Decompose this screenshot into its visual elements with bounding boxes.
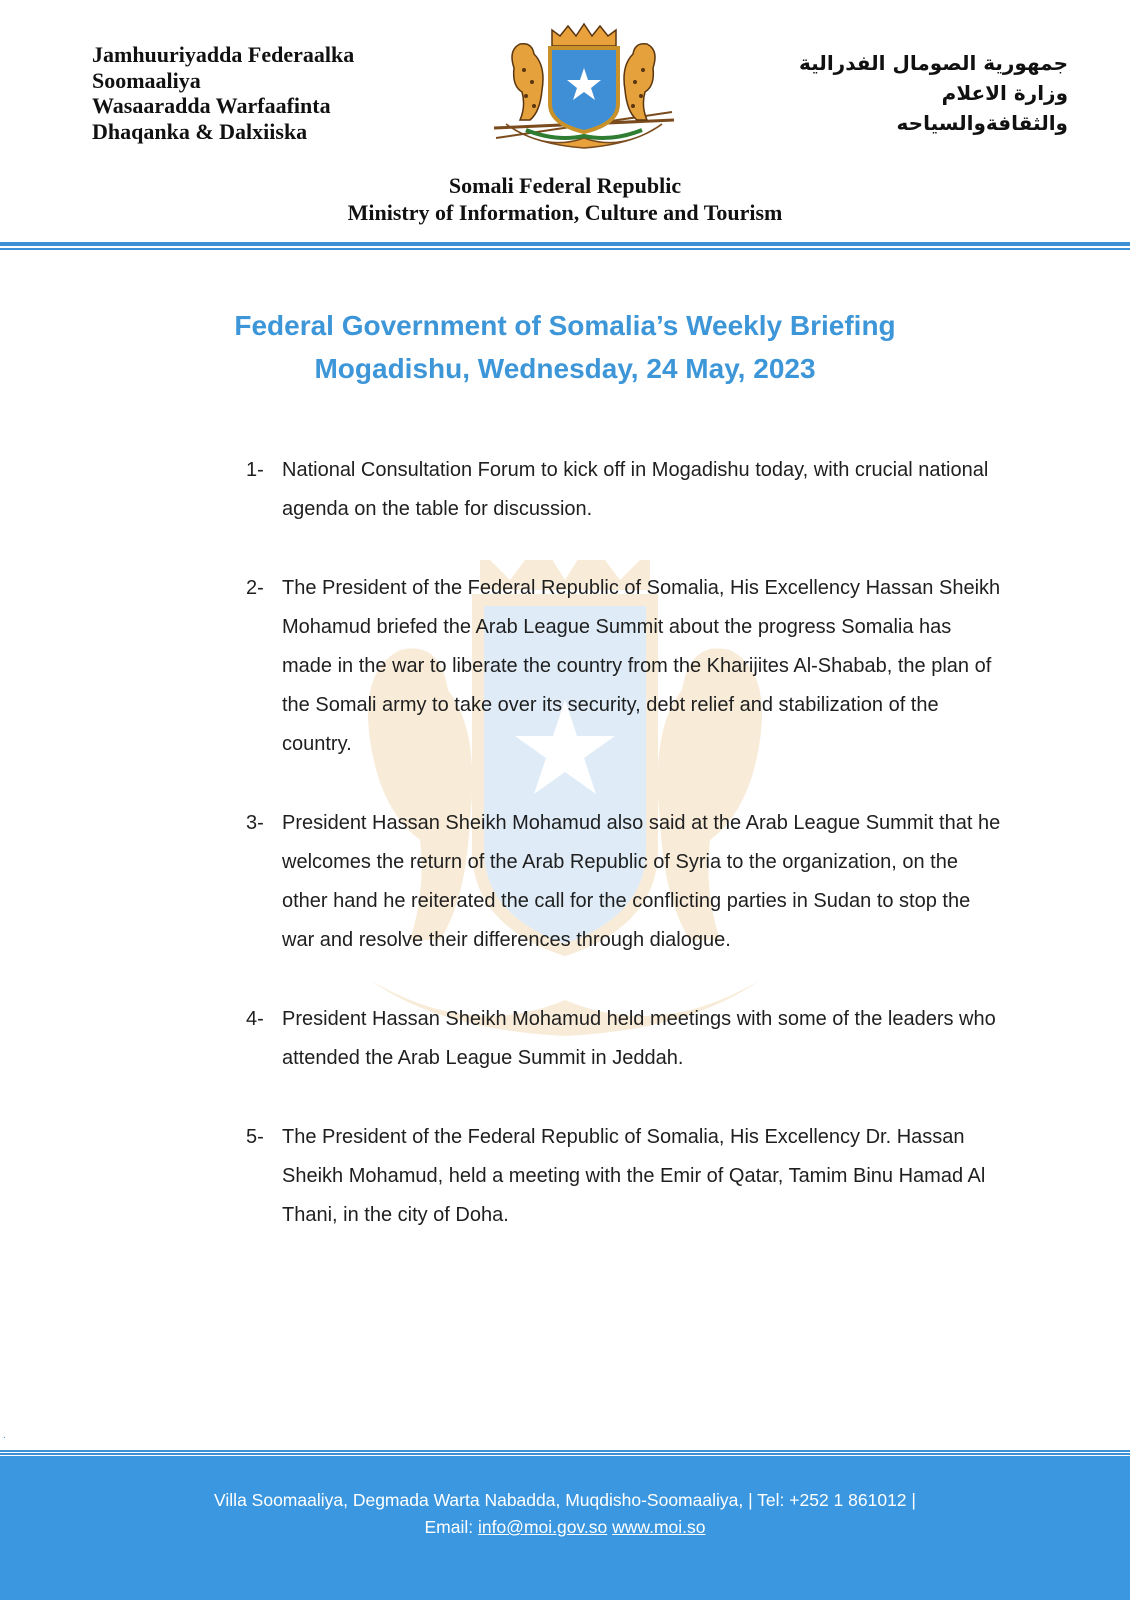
footer-email-link[interactable]: info@moi.gov.so xyxy=(477,1517,608,1537)
item-number: 5- xyxy=(246,1126,264,1148)
header-ministry-name: Ministry of Information, Culture and Tourism xyxy=(347,200,783,225)
briefing-date-line: Mogadishu, Wednesday, 24 May, 2023 xyxy=(314,353,816,384)
list-item xyxy=(246,569,1006,764)
item-text: National Consultation Forum to kick off in Mogadishu today, with crucial national agenda on the table for discussion. xyxy=(282,459,989,520)
footer-divider-thin xyxy=(0,1453,1130,1455)
list-item xyxy=(246,451,1006,529)
header-republic-name: Somali Federal Republic xyxy=(448,173,682,198)
footer xyxy=(0,1456,1130,1600)
header-somali-block xyxy=(92,42,354,144)
header-somali-line: Jamhuuriyadda Federaalka xyxy=(92,42,355,67)
item-text: President Hassan Sheikh Mohamud held meetings with some of the leaders who attended the Arab League Summit in Jeddah. xyxy=(282,1008,996,1069)
footer-website-link[interactable]: www.moi.so xyxy=(612,1517,706,1537)
briefing-list xyxy=(246,451,1006,1275)
item-text: President Hassan Sheikh Mohamud also said at the Arab League Summit that he welcomes the return of the Arab Republic of Syria to the organization, on the other hand he reiterated the call for the conflicting parties in Sudan to stop the war and resolve their differences through dialogue. xyxy=(282,812,1001,951)
list-item xyxy=(246,804,1006,960)
item-number: 3- xyxy=(246,812,264,834)
footer-address: Villa Soomaaliya, Degmada Warta Nabadda, Muqdisho-Soomaaliya, | Tel: +252 1 861012 | xyxy=(214,1490,916,1510)
header-arabic-block xyxy=(799,48,1068,138)
item-number: 1- xyxy=(246,459,264,481)
item-number: 2- xyxy=(246,577,264,599)
footer-divider xyxy=(0,1450,1130,1452)
header-divider-thin xyxy=(0,248,1130,250)
item-text: The President of the Federal Republic of Somalia, His Excellency Hassan Sheikh Mohamud briefed the Arab League Summit about the progress Somalia has made in the war to liberate the country from the Kharijites Al-Shabab, the plan of the Somali army to take over its security, debt relief and stabilization of the country. xyxy=(282,577,1001,755)
stray-dot: . xyxy=(3,1430,6,1441)
header-arabic-line: وزارة الاعلام xyxy=(941,81,1068,105)
somalia-coat-of-arms-icon xyxy=(486,20,681,160)
header-arabic-line: جمهورية الصومال الفدرالية xyxy=(799,51,1068,75)
header-arabic-line: والثقافةوالسياحه xyxy=(896,111,1068,135)
footer-contact xyxy=(0,1514,1130,1541)
header-english-block xyxy=(0,172,1130,226)
item-text: The President of the Federal Republic of Somalia, His Excellency Dr. Hassan Sheikh Mohamud, held a meeting with the Emir of Qatar, Tamim Binu Hamad Al Thani, in the city of Doha. xyxy=(282,1126,986,1226)
header-somali-line: Dhaqanka & Dalxiiska xyxy=(92,118,308,144)
briefing-title-line: Federal Government of Somalia’s Weekly Briefing xyxy=(234,310,896,341)
item-number: 4- xyxy=(246,1008,264,1030)
header-somali-line: Wasaaradda Warfaafinta xyxy=(92,93,331,118)
briefing-title xyxy=(0,304,1130,390)
list-item xyxy=(246,1000,1006,1078)
header-divider xyxy=(0,242,1130,246)
footer-email-label: Email: xyxy=(424,1517,474,1537)
header-somali-line: Soomaaliya xyxy=(92,67,201,93)
list-item xyxy=(246,1118,1006,1235)
